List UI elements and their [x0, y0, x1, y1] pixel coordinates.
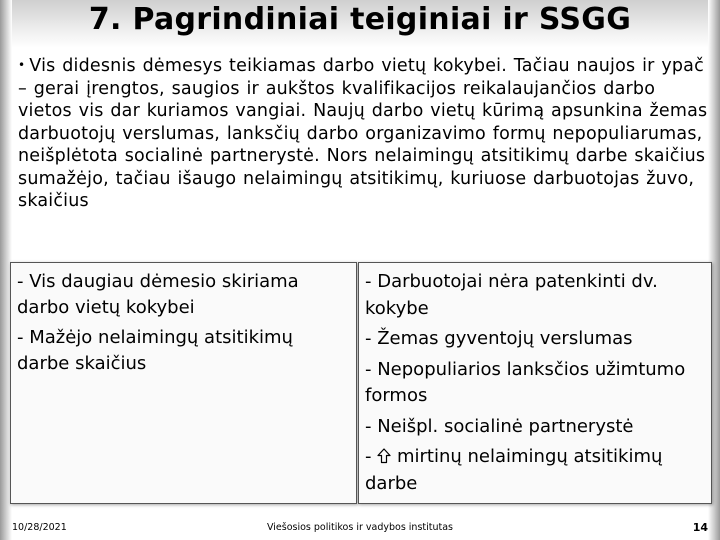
weakness-item-3: - Nepopuliarios lanksčios užimtumo formos	[365, 358, 686, 406]
footer-date: 10/28/2021	[12, 522, 67, 533]
footer-organization: Viešosios politikos ir vadybos institutas	[266, 522, 454, 533]
strength-item-2: - Mažėjo nelaimingų atsitikimų darbe skaičius	[17, 327, 293, 374]
weakness-item-1: - Darbuotojai nėra patenkinti dv. kokybe	[365, 271, 658, 319]
bullet-icon: •	[18, 58, 26, 72]
weakness-item-4: - Neišpl. socialinė partnerystė	[365, 415, 634, 437]
weakness-item-5-text: mirtinų nelaimingų atsitikimų darbe	[365, 446, 663, 494]
main-bullet	[18, 54, 708, 213]
weakness-item-5	[365, 444, 705, 497]
slide-title: 7. Pagrindiniai teiginiai ir SSGG	[88, 2, 632, 37]
weakness-item-2: - Žemas gyventojų verslumas	[365, 328, 633, 349]
main-bullet-text: Vis didesnis dėmesys teikiamas darbo vietų kokybei. Tačiau naujos ir ypač – gerai įrengtos, saugios ir aukštos kvalifikacijos reikalaujančios darbo vietos vis dar kuriamos vangiai. Naujų darbo vietų kūrimą apsunkina žemas darbuotojų verslumas, lanksčių darbo organizavimo formų nepopuliarumas, neišplėtota socialinė partnerystė. Nors nelaimingų atsitikimų darbe skaičius sumažėjo, tačiau išaugo nelaimingų atsitikimų, kuriuose darbuotojas žuvo, skaičius	[18, 56, 708, 211]
weaknesses-box	[358, 262, 712, 504]
arrow-up-outline-icon	[377, 448, 391, 464]
weakness-item-5-prefix: -	[365, 446, 372, 467]
strengths-box	[10, 262, 357, 504]
strength-item-1: - Vis daugiau dėmesio skiriama darbo vietų kokybei	[17, 271, 299, 318]
page-number: 14	[692, 521, 708, 534]
